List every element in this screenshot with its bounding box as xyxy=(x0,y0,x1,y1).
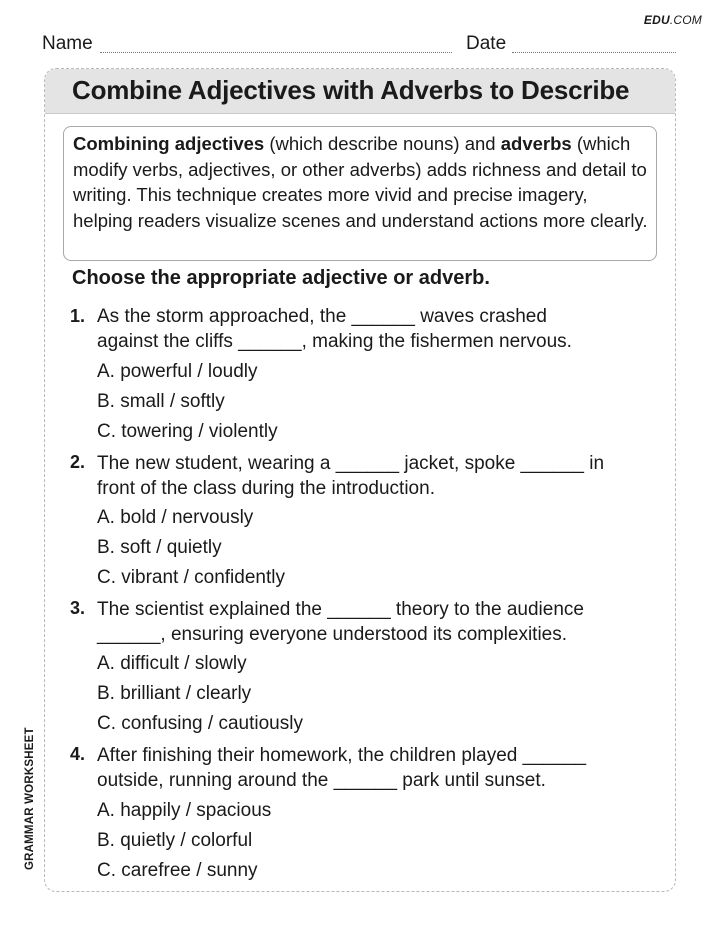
side-label-text: GRAMMAR WORKSHEET xyxy=(24,727,36,870)
intro-term-adjectives: Combining adjectives xyxy=(73,133,265,154)
question-line: ______, ensuring everyone understood its complexities. xyxy=(97,624,568,645)
answer-option[interactable]: C. confusing / cautiously xyxy=(97,713,303,734)
answer-option[interactable]: A. powerful / loudly xyxy=(97,361,258,382)
brand-bold: EDU xyxy=(643,13,670,27)
question-number: 3. xyxy=(70,598,86,618)
question-line: outside, running around the ______ park until sunset. xyxy=(97,770,546,791)
instructions: Choose the appropriate adjective or adverb. xyxy=(72,267,490,289)
question-number: 2. xyxy=(70,452,86,472)
name-line[interactable] xyxy=(100,52,452,53)
question-text xyxy=(97,304,657,354)
name-label: Name xyxy=(42,33,93,54)
answer-option[interactable]: C. towering / violently xyxy=(97,421,278,442)
intro-box xyxy=(63,126,657,261)
question-line: After finishing their homework, the children played ______ xyxy=(97,745,587,766)
brand-suffix: .COM xyxy=(669,13,702,27)
intro-text-1: (which describe nouns) and xyxy=(264,133,501,154)
worksheet-title: Combine Adjectives with Adverbs to Describe xyxy=(72,75,630,105)
answer-option[interactable]: B. quietly / colorful xyxy=(97,830,253,851)
answer-option[interactable]: B. brilliant / clearly xyxy=(97,683,252,704)
question-line: against the cliffs ______, making the fishermen nervous. xyxy=(97,331,572,352)
question-line: front of the class during the introduction. xyxy=(97,478,435,499)
question-text xyxy=(97,597,657,647)
answer-option[interactable]: A. difficult / slowly xyxy=(97,653,247,674)
answer-option[interactable]: C. carefree / sunny xyxy=(97,860,258,881)
date-label: Date xyxy=(466,33,507,54)
answer-option[interactable]: C. vibrant / confidently xyxy=(97,567,285,588)
brand-logo xyxy=(644,13,702,27)
answer-option[interactable]: B. small / softly xyxy=(97,391,225,412)
intro-text-2: (which modify verbs, adjectives, or other adverbs) adds richness and detail to writing. This technique creates more vivid and precise imagery, helping readers visualize scenes and understand actions more clearly. xyxy=(73,133,648,231)
answer-option[interactable]: B. soft / quietly xyxy=(97,537,222,558)
question-line: The new student, wearing a ______ jacket, spoke ______ in xyxy=(97,453,605,474)
answer-option[interactable]: A. bold / nervously xyxy=(97,507,254,528)
question-text xyxy=(97,451,657,501)
question-line: The scientist explained the ______ theory to the audience xyxy=(97,599,584,620)
answer-option[interactable]: A. happily / spacious xyxy=(97,800,272,821)
intro-term-adverbs: adverbs xyxy=(500,133,572,154)
question-number: 4. xyxy=(70,744,86,764)
question-line: As the storm approached, the ______ waves crashed xyxy=(97,306,547,327)
date-line[interactable] xyxy=(512,52,676,53)
question-text xyxy=(97,743,657,793)
question-number: 1. xyxy=(70,306,86,326)
side-label xyxy=(24,718,40,870)
